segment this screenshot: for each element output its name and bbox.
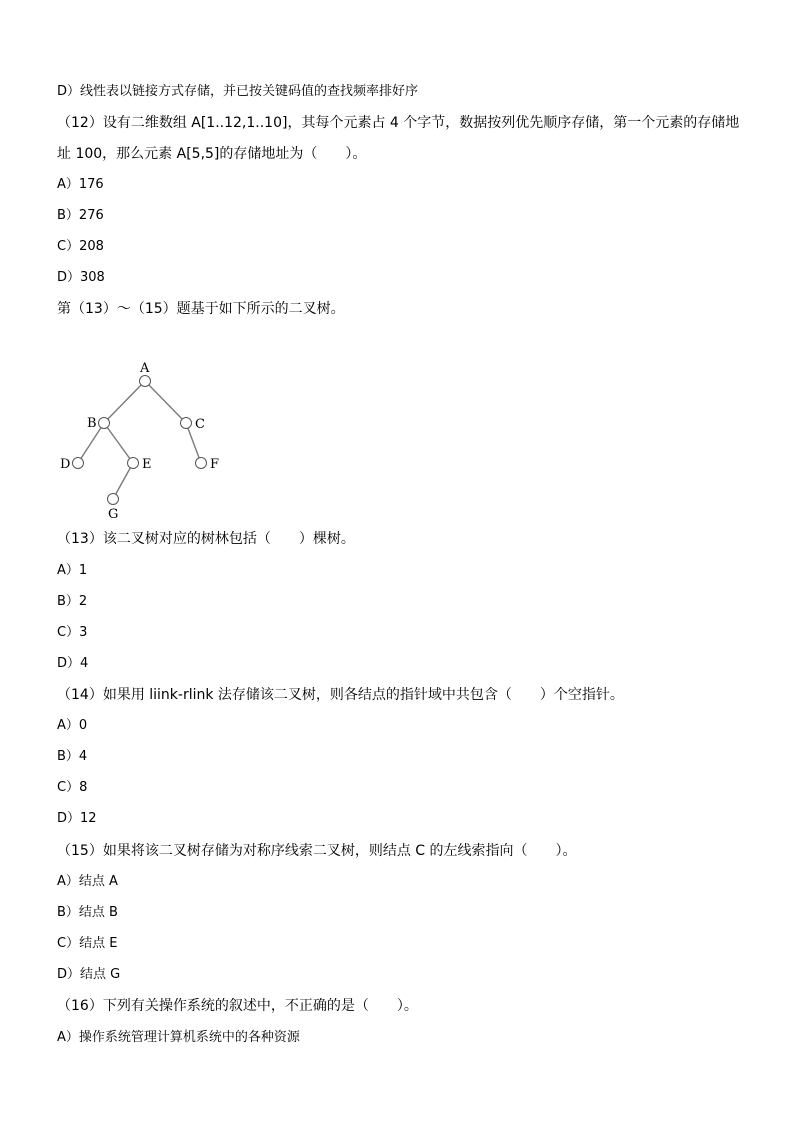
tree-edge-b-e: [104, 423, 133, 463]
question-14: （14）如果用 liink-rlink 法存储该二叉树，则各结点的指针域中共包含（ ）个空指针。: [57, 687, 624, 703]
q15-option-a: A）结点 A: [57, 874, 118, 889]
q12-option-c: C）208: [57, 239, 104, 254]
q15-option-d: D）结点 G: [57, 967, 121, 982]
binary-tree-figure: [52, 357, 232, 522]
tree-label-e: E: [142, 457, 152, 472]
tree-node-b: [99, 418, 110, 429]
tree-node-c: [181, 418, 192, 429]
tree-node-e: [128, 458, 139, 469]
q13-option-a: A）1: [57, 563, 88, 578]
q16-option-a: A）操作系统管理计算机系统中的各种资源: [57, 1030, 300, 1045]
q14-option-b: B）4: [57, 749, 88, 764]
tree-node-a: [140, 376, 151, 387]
tree-edge-a-c: [145, 381, 186, 423]
q13-option-d: D）4: [57, 656, 89, 671]
question-12-line2: 址 100，那么元素 A[5,5]的存储地址为（ ）。: [57, 146, 367, 162]
q14-option-d: D）12: [57, 811, 97, 826]
q13-option-c: C）3: [57, 625, 88, 640]
q14-option-a: A）0: [57, 718, 88, 733]
prev-option-d: D）线性表以链接方式存储，并已按关键码值的查找频率排好序: [57, 84, 419, 99]
tree-node-f: [196, 458, 207, 469]
tree-node-d: [73, 458, 84, 469]
q13-option-b: B）2: [57, 594, 88, 609]
q15-option-c: C）结点 E: [57, 936, 118, 951]
tree-label-d: D: [60, 457, 71, 472]
question-15: （15）如果将该二叉树存储为对称序线索二叉树，则结点 C 的左线索指向（ ）。: [57, 843, 577, 859]
q12-option-d: D）308: [57, 270, 105, 285]
question-13: （13）该二叉树对应的树林包括（ ）棵树。: [57, 531, 355, 547]
section-intro-13-15: 第（13）～（15）题基于如下所示的二叉树。: [57, 301, 345, 317]
tree-label-a: A: [140, 361, 150, 376]
question-12-line1: （12）设有二维数组 A[1..12,1..10]，其每个元素占 4 个字节，数据按列优先顺序存储，第一个元素的存储地: [57, 115, 740, 131]
tree-label-f: F: [210, 457, 220, 472]
tree-node-g: [108, 494, 119, 505]
q15-option-b: B）结点 B: [57, 905, 118, 920]
tree-edge-a-b: [104, 381, 145, 423]
q12-option-a: A）176: [57, 177, 104, 192]
q14-option-c: C）8: [57, 780, 88, 795]
question-16: （16）下列有关操作系统的叙述中，不正确的是（ ）。: [57, 998, 418, 1014]
q12-option-b: B）276: [57, 208, 104, 223]
tree-label-b: B: [87, 416, 97, 431]
tree-label-c: C: [195, 417, 205, 432]
tree-edge-e-g: [113, 463, 133, 499]
tree-label-g: G: [108, 507, 119, 522]
